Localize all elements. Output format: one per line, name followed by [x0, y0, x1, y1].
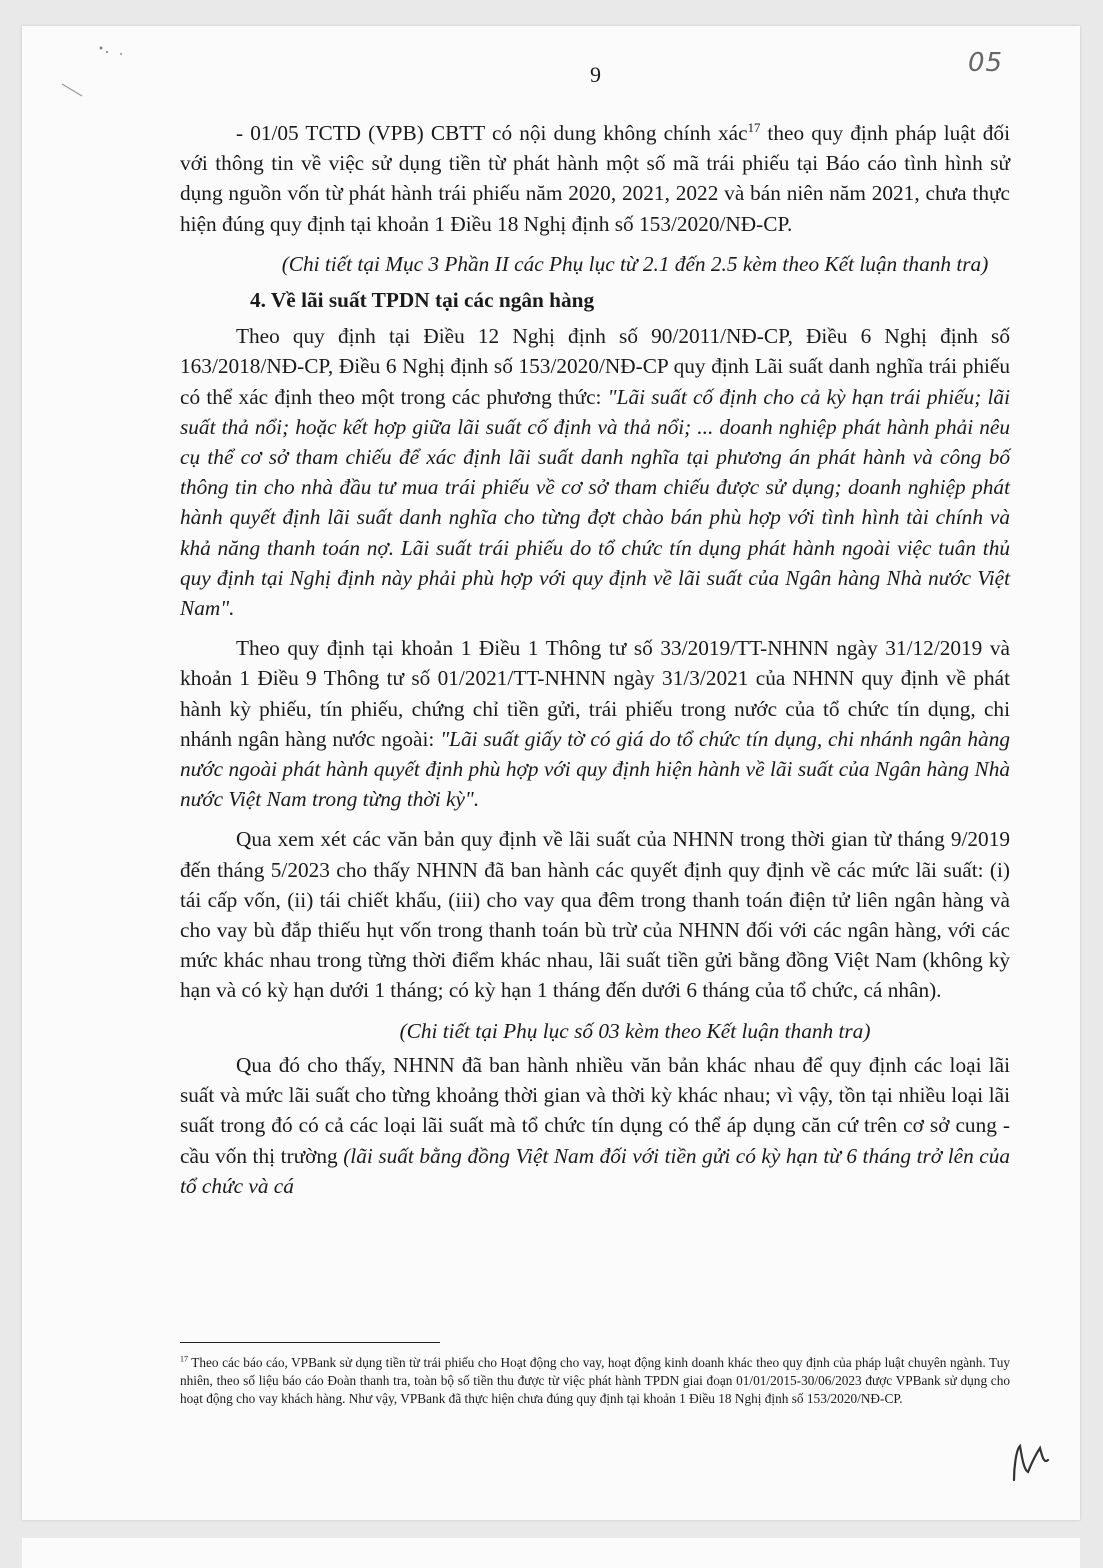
- scan-mark: [60, 78, 90, 102]
- footnote-text: Theo các báo cáo, VPBank sử dụng tiền từ trái phiếu cho Hoạt động cho vay, hoạt động kinh doanh khác theo quy định của pháp luật chuyên ngành. Tuy nhiên, theo số liệu báo cáo Đoàn thanh tra, toàn bộ số tiền thu được từ việc phát hành TPDN giai đoạn 01/01/2015-30/06/2023 được VPBank sử dụng cho hoạt động cho vay khách hàng. Như vậy, VPBank đã thực hiện chưa đúng quy định tại khoản 1 Điều 18 Nghị định số 153/2020/NĐ-CP.: [180, 1355, 1010, 1406]
- paragraph-text: - 01/05 TCTD (VPB) CBTT có nội dung không chính xác: [236, 121, 748, 145]
- footnote-divider: [180, 1342, 440, 1343]
- paragraph-decree-rules: [180, 321, 1010, 623]
- paragraph-text: Theo quy định tại khoản 1 Điều 1 Thông tư số 33/2019/TT-NHNN ngày 31/12/2019 và khoản 1 Điều 9 Thông tư số 01/2021/TT-NHNN ngày 31/3/2021 của NHNN quy định về phát hành kỳ phiếu, tín phiếu, chứng chỉ tiền gửi, trái phiếu trong nước của tổ chức tín dụng, chi nhánh ngân hàng nước ngoài:: [180, 636, 1010, 751]
- section-heading: 4. Về lãi suất TPDN tại các ngân hàng: [250, 288, 595, 313]
- footnote-number: 17: [180, 1354, 188, 1364]
- footnote: [180, 1354, 1010, 1407]
- document-body: [180, 118, 1010, 1211]
- next-page-edge: [22, 1538, 1080, 1568]
- quoted-text: "Lãi suất giấy tờ có giá do tổ chức tín dụng, chi nhánh ngân hàng nước ngoài phát hành quyết định phù hợp với quy định hiện hành về lãi suất của Ngân hàng Nhà nước Việt Nam trong từng thời kỳ".: [180, 726, 1010, 812]
- footnote-ref: 17: [747, 120, 761, 135]
- scan-mark: [95, 42, 135, 62]
- paragraph-vpb-disclosure: [180, 118, 1010, 239]
- quoted-text: (lãi suất bằng đồng Việt Nam đối với tiền gửi có kỳ hạn từ 6 tháng trở lên của tổ chức và cá: [180, 1143, 1010, 1198]
- paragraph-text: Qua đó cho thấy, NHNN đã ban hành nhiều văn bản khác nhau để quy định các loại lãi suất và mức lãi suất cho từng khoảng thời gian và thời kỳ khác nhau; vì vậy, tồn tại nhiều loại lãi suất trong đó có cả các loại lãi suất mà tổ chức tín dụng có thể áp dụng căn cứ trên cơ sở cung - cầu vốn thị trường: [180, 1052, 1010, 1168]
- page-number: 9: [590, 62, 601, 87]
- handwritten-page-mark: 05: [968, 48, 1004, 78]
- appendix-note: (Chi tiết tại Phụ lục số 03 kèm theo Kết luận thanh tra): [399, 1018, 871, 1043]
- paragraph-text: theo quy định pháp luật đối với thông tin về việc sử dụng tiền từ phát hành một số mã trái phiếu tại Báo cáo tình hình sử dụng nguồn vốn từ phát hành trái phiếu năm 2020, 2021, 2022 và bán niên năm 2021, chưa thực hiện đúng quy định tại khoản 1 Điều 18 Nghị định số 153/2020/NĐ-CP.: [180, 121, 1010, 236]
- paragraph-circular-rules: [180, 633, 1010, 814]
- initials-signature: [1000, 1440, 1060, 1484]
- paragraph-text: Theo quy định tại Điều 12 Nghị định số 90/2011/NĐ-CP, Điều 6 Nghị định số 163/2018/NĐ-CP, Điều 6 Nghị định số 153/2020/NĐ-CP quy định Lãi suất danh nghĩa trái phiếu có thể xác định theo một trong các phương thức:: [180, 324, 1010, 409]
- paragraph-conclusion: [180, 1050, 1010, 1201]
- quoted-text: "Lãi suất cố định cho cả kỳ hạn trái phiếu; lãi suất thả nổi; hoặc kết hợp giữa lãi suất cố định và thả nổi; ... doanh nghiệp phát hành phải nêu cụ thể cơ sở tham chiếu để xác định lãi suất danh nghĩa tại phương án phát hành và công bố thông tin cho nhà đầu tư mua trái phiếu về cơ sở tham chiếu được sử dụng; doanh nghiệp phát hành quyết định lãi suất danh nghĩa cho từng đợt chào bán phù hợp với tình hình tài chính và khả năng thanh toán nợ. Lãi suất trái phiếu do tổ chức tín dụng phát hành ngoài việc tuân thủ quy định tại Nghị định này phải phù hợp với quy định về lãi suất của Ngân hàng Nhà nước Việt Nam".: [180, 384, 1010, 621]
- paragraph-nhnn-review: Qua xem xét các văn bản quy định về lãi suất của NHNN trong thời gian từ tháng 9/2019 đến tháng 5/2023 cho thấy NHNN đã ban hành các quyết định quy định về các mức lãi suất: (i) tái cấp vốn, (ii) tái chiết khấu, (iii) cho vay qua đêm trong thanh toán điện tử liên ngân hàng và cho vay bù đắp thiếu hụt vốn trong thanh toán bù trừ của NHNN đối với các ngân hàng, với các mức khác nhau trong từng thời điểm khác nhau, lãi suất tiền gửi bằng đồng Việt Nam (không kỳ hạn và có kỳ hạn dưới 1 tháng; có kỳ hạn 1 tháng đến dưới 6 tháng của tổ chức, cá nhân).: [180, 827, 1010, 1003]
- appendix-note: (Chi tiết tại Mục 3 Phần II các Phụ lục từ 2.1 đến 2.5 kèm theo Kết luận thanh tra): [281, 251, 989, 276]
